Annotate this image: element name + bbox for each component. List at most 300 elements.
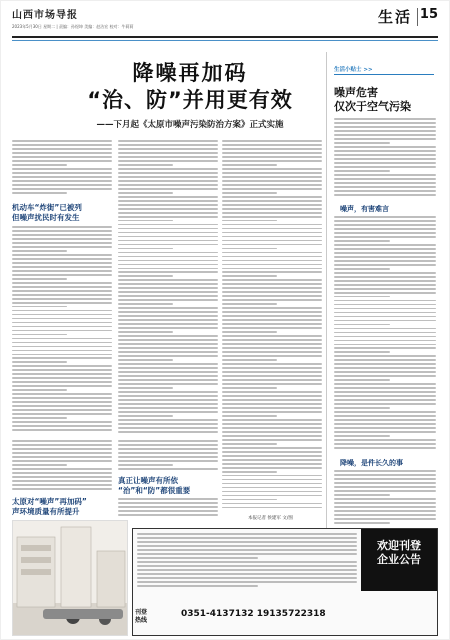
page-number: 15 — [419, 7, 438, 22]
sidebar-text-b — [334, 216, 436, 452]
text-line — [222, 395, 322, 397]
text-line — [118, 212, 218, 214]
text-line — [12, 389, 67, 391]
text-lines — [334, 118, 436, 196]
text-line — [222, 419, 322, 421]
text-line — [334, 296, 390, 298]
text-line — [334, 320, 436, 322]
text-line — [334, 395, 436, 397]
text-line — [118, 427, 218, 429]
text-line — [118, 419, 218, 421]
text-line — [222, 467, 322, 469]
text-line — [222, 375, 322, 377]
text-line — [222, 176, 322, 178]
tips-rule — [334, 74, 434, 75]
headline-line-1: 降噪再加码 — [132, 61, 248, 85]
text-line — [118, 379, 218, 381]
text-line — [12, 484, 112, 486]
text-line — [12, 401, 112, 403]
text-line — [118, 303, 173, 305]
text-line — [222, 192, 277, 194]
text-line — [222, 327, 322, 329]
text-line — [12, 346, 112, 348]
text-line — [334, 158, 436, 160]
text-line — [222, 507, 322, 509]
text-line — [12, 306, 67, 308]
ad-box — [132, 528, 438, 636]
text-line — [222, 303, 277, 305]
text-line — [118, 180, 218, 182]
text-line — [137, 545, 357, 547]
text-line — [222, 479, 322, 481]
text-line — [222, 371, 322, 373]
text-line — [334, 190, 436, 192]
text-line — [222, 256, 322, 258]
text-line — [137, 557, 258, 559]
text-line — [12, 342, 112, 344]
text-line — [334, 423, 436, 425]
text-line — [334, 359, 436, 361]
text-line — [334, 292, 436, 294]
text-line — [12, 230, 112, 232]
text-line — [12, 381, 112, 383]
text-line — [12, 290, 112, 292]
text-line — [222, 319, 322, 321]
text-line — [12, 310, 112, 312]
text-line — [334, 118, 436, 120]
text-line — [12, 238, 112, 240]
text-line — [222, 491, 322, 493]
text-lines — [137, 533, 357, 587]
text-line — [12, 144, 112, 146]
text-line — [118, 510, 218, 512]
text-line — [334, 284, 436, 286]
text-line — [334, 154, 436, 156]
text-line — [118, 200, 218, 202]
text-line — [118, 164, 173, 166]
text-line — [12, 262, 112, 264]
text-line — [118, 228, 218, 230]
text-line — [222, 351, 322, 353]
text-line — [222, 196, 322, 198]
text-line — [12, 448, 112, 450]
text-line — [118, 375, 218, 377]
text-line — [222, 140, 322, 142]
text-line — [118, 452, 218, 454]
text-line — [118, 387, 173, 389]
text-line — [118, 468, 218, 470]
text-line — [334, 439, 436, 441]
ad-title-line-2: 企业公告 — [377, 553, 421, 566]
text-lines — [118, 140, 218, 433]
ad-phone-numbers: 0351-4137132 19135722318 — [181, 609, 326, 619]
text-line — [222, 248, 277, 250]
text-line — [222, 383, 322, 385]
text-line — [334, 162, 436, 164]
text-line — [334, 478, 436, 480]
text-line — [118, 363, 218, 365]
text-line — [222, 487, 322, 489]
text-line — [118, 498, 218, 500]
text-line — [118, 140, 218, 142]
text-line — [118, 367, 218, 369]
byline: 本报记者 侯建军 文/图 — [248, 516, 293, 521]
headline-line-2: “治、防”并用更有效 — [87, 88, 293, 112]
text-line — [118, 403, 218, 405]
text-line — [222, 188, 322, 190]
subhead-1: 机动车“炸街”已被列 但噪声扰民时有发生 — [12, 203, 82, 222]
tips-badge: 生活小贴士 >> — [334, 67, 373, 73]
text-line — [334, 427, 436, 429]
text-line — [222, 144, 322, 146]
text-line — [222, 156, 322, 158]
text-line — [334, 174, 436, 176]
text-line — [222, 431, 322, 433]
text-line — [334, 474, 436, 476]
text-line — [12, 417, 67, 419]
text-line — [222, 387, 277, 389]
text-line — [334, 182, 436, 184]
text-line — [12, 192, 67, 194]
text-line — [118, 407, 218, 409]
text-line — [334, 304, 436, 306]
text-line — [334, 316, 436, 318]
text-line — [334, 220, 436, 222]
text-line — [12, 258, 112, 260]
text-line — [12, 168, 112, 170]
text-line — [137, 533, 357, 535]
header-accent-rule — [12, 40, 438, 41]
text-line — [118, 411, 218, 413]
text-line — [118, 184, 218, 186]
text-line — [118, 359, 173, 361]
text-line — [334, 431, 436, 433]
text-line — [334, 178, 436, 180]
text-line — [222, 335, 322, 337]
text-line — [118, 160, 218, 162]
text-line — [118, 275, 173, 277]
text-line — [12, 140, 112, 142]
text-line — [222, 363, 322, 365]
text-line — [222, 471, 277, 473]
text-line — [12, 298, 112, 300]
text-line — [222, 495, 322, 497]
text-line — [12, 480, 112, 482]
text-line — [222, 407, 322, 409]
text-line — [12, 425, 112, 427]
text-line — [118, 192, 173, 194]
text-line — [118, 331, 173, 333]
text-lines — [12, 226, 112, 431]
text-line — [12, 476, 112, 478]
text-line — [137, 565, 357, 567]
text-line — [12, 266, 112, 268]
text-line — [12, 468, 112, 470]
text-line — [334, 344, 436, 346]
text-line — [334, 506, 436, 508]
text-line — [334, 232, 436, 234]
text-lines — [118, 498, 218, 516]
text-line — [118, 464, 173, 466]
text-line — [12, 164, 67, 166]
text-line — [222, 439, 322, 441]
text-line — [12, 409, 112, 411]
text-line — [334, 336, 436, 338]
text-line — [12, 354, 112, 356]
text-line — [118, 156, 218, 158]
text-line — [137, 549, 357, 551]
text-line — [222, 252, 322, 254]
text-line — [118, 291, 218, 293]
text-line — [137, 573, 357, 575]
text-line — [222, 232, 322, 234]
text-line — [118, 327, 218, 329]
text-line — [118, 383, 218, 385]
text-line — [118, 323, 218, 325]
text-line — [222, 379, 322, 381]
text-line — [222, 208, 322, 210]
text-line — [334, 130, 436, 132]
text-lines — [12, 440, 112, 490]
text-line — [118, 502, 218, 504]
text-line — [222, 295, 322, 297]
text-line — [12, 421, 112, 423]
text-line — [137, 569, 357, 571]
sidebar-subhead-1: 噪声，有害难言 — [340, 205, 389, 213]
text-line — [222, 403, 322, 405]
text-line — [222, 503, 322, 505]
text-line — [12, 250, 67, 252]
headline-subtitle: ——下月起《太原市噪声污染防治方案》正式实施 — [96, 120, 284, 130]
text-line — [118, 196, 218, 198]
text-line — [222, 427, 322, 429]
text-line — [12, 365, 112, 367]
text-line — [118, 268, 218, 270]
text-line — [334, 194, 436, 196]
text-line — [137, 553, 357, 555]
text-line — [118, 279, 218, 281]
masthead — [12, 4, 438, 38]
text-line — [118, 216, 218, 218]
text-line — [12, 294, 112, 296]
text-line — [222, 367, 322, 369]
text-line — [222, 343, 322, 345]
text-line — [118, 399, 218, 401]
section-name: 生活 — [377, 8, 412, 26]
text-line — [118, 168, 218, 170]
text-line — [118, 240, 218, 242]
text-line — [334, 252, 436, 254]
ad-contact-label: 刊登 热线 — [135, 609, 148, 624]
ad-title-line-1: 欢迎刊登 — [377, 539, 421, 552]
sidebar-text-a — [334, 118, 436, 200]
text-line — [222, 275, 277, 277]
text-line — [334, 312, 436, 314]
text-line — [118, 208, 218, 210]
text-line — [12, 357, 112, 359]
text-line — [118, 351, 218, 353]
text-line — [334, 224, 436, 226]
text-line — [334, 248, 436, 250]
text-line — [118, 319, 218, 321]
text-line — [118, 440, 218, 442]
text-line — [118, 347, 218, 349]
text-line — [334, 308, 436, 310]
text-line — [334, 236, 436, 238]
text-line — [12, 302, 112, 304]
text-line — [118, 299, 218, 301]
subhead-3: 真正让噪声有所依 — [118, 476, 178, 485]
text-line — [12, 274, 112, 276]
text-line — [12, 318, 112, 320]
text-line — [12, 152, 112, 154]
text-line — [334, 367, 436, 369]
text-line — [334, 510, 436, 512]
text-line — [222, 160, 322, 162]
text-line — [334, 514, 436, 516]
text-line — [137, 577, 357, 579]
text-line — [12, 246, 112, 248]
text-line — [334, 486, 436, 488]
text-line — [118, 371, 218, 373]
text-line — [137, 541, 357, 543]
text-line — [222, 164, 277, 166]
text-line — [334, 502, 436, 504]
text-line — [334, 347, 436, 349]
text-line — [334, 399, 436, 401]
text-line — [118, 204, 218, 206]
text-line — [12, 338, 112, 340]
text-lines — [334, 216, 436, 449]
text-line — [334, 122, 436, 124]
text-line — [118, 311, 218, 313]
text-line — [137, 561, 357, 563]
text-line — [222, 224, 322, 226]
text-line — [118, 295, 218, 297]
text-line — [12, 148, 112, 150]
text-line — [12, 472, 112, 474]
text-line — [118, 307, 218, 309]
text-line — [334, 363, 436, 365]
text-line — [334, 482, 436, 484]
column-1-text-a — [12, 140, 112, 198]
text-line — [222, 268, 322, 270]
text-line — [118, 343, 218, 345]
text-line — [118, 252, 218, 254]
text-line — [12, 413, 112, 415]
text-line — [222, 180, 322, 182]
text-line — [222, 172, 322, 174]
text-line — [334, 146, 436, 148]
text-line — [334, 288, 436, 290]
text-line — [12, 172, 112, 174]
text-line — [222, 435, 322, 437]
text-line — [137, 537, 357, 539]
column-2-text-c — [118, 498, 218, 520]
text-line — [222, 220, 277, 222]
text-line — [12, 488, 112, 490]
text-line — [12, 314, 112, 316]
text-line — [222, 411, 322, 413]
text-line — [222, 331, 277, 333]
text-line — [222, 291, 322, 293]
text-line — [222, 451, 322, 453]
text-line — [118, 248, 173, 250]
text-line — [12, 429, 112, 431]
text-line — [118, 339, 218, 341]
headline-block — [70, 60, 310, 130]
text-line — [334, 228, 436, 230]
text-line — [222, 200, 322, 202]
text-lines — [334, 470, 436, 524]
text-line — [118, 514, 218, 516]
text-line — [118, 283, 218, 285]
text-line — [222, 499, 277, 501]
text-line — [334, 355, 436, 357]
text-line — [118, 232, 218, 234]
text-line — [334, 276, 436, 278]
text-line — [222, 311, 322, 313]
text-line — [12, 254, 112, 256]
text-line — [12, 334, 67, 336]
text-line — [334, 264, 436, 266]
text-line — [334, 387, 436, 389]
text-line — [334, 379, 390, 381]
column-1-text-c — [12, 440, 112, 492]
text-line — [222, 152, 322, 154]
photo-illustration — [13, 521, 128, 636]
text-line — [118, 224, 218, 226]
text-line — [118, 264, 218, 266]
subhead-3b: “治”和“防”都很重要 — [118, 486, 191, 495]
text-line — [118, 506, 218, 508]
text-line — [12, 160, 112, 162]
text-line — [334, 443, 436, 445]
text-line — [334, 375, 436, 377]
text-line — [12, 385, 112, 387]
text-line — [334, 470, 436, 472]
text-line — [118, 355, 218, 357]
text-line — [12, 440, 112, 442]
text-line — [222, 347, 322, 349]
text-line — [12, 350, 112, 352]
text-line — [222, 459, 322, 461]
text-line — [222, 228, 322, 230]
text-line — [334, 142, 390, 144]
text-line — [12, 397, 112, 399]
text-line — [12, 444, 112, 446]
text-line — [334, 216, 436, 218]
text-line — [12, 180, 112, 182]
text-line — [222, 212, 322, 214]
text-line — [222, 240, 322, 242]
text-line — [222, 260, 322, 262]
sidebar-text-c — [334, 470, 436, 526]
text-line — [12, 405, 112, 407]
text-line — [334, 391, 436, 393]
text-line — [222, 339, 322, 341]
text-line — [222, 399, 322, 401]
text-line — [334, 150, 436, 152]
column-2-text-b — [118, 440, 218, 472]
text-line — [334, 498, 436, 500]
text-line — [222, 283, 322, 285]
text-line — [118, 176, 218, 178]
subhead-2: 太原对“噪声”再加码” 声环境质量有所提升 — [12, 497, 87, 516]
text-line — [12, 270, 112, 272]
text-line — [222, 287, 322, 289]
text-line — [12, 460, 112, 462]
